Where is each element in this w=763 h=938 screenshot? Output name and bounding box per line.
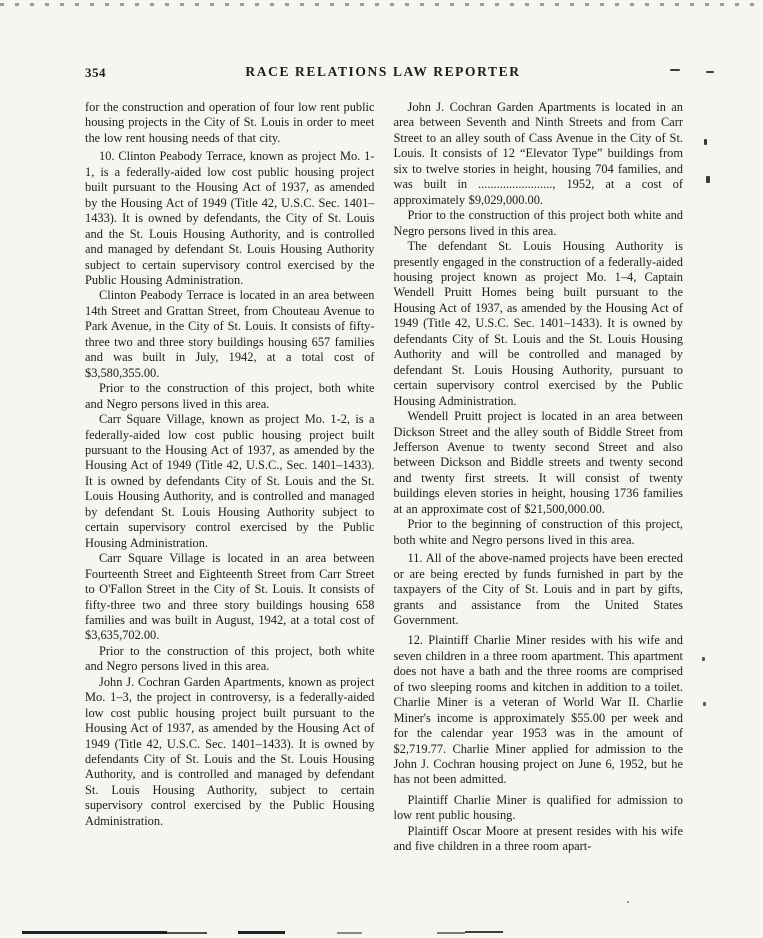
paragraph: Plaintiff Oscar Moore at present resides with his wife and five children in a three room apart- — [393, 823, 683, 854]
scan-speck — [703, 702, 706, 706]
scan-speck — [627, 901, 629, 903]
paragraph: Prior to the construction of this project, both white and Negro persons lived in this area. — [85, 643, 375, 674]
scan-speck — [706, 71, 714, 73]
page-header — [85, 64, 681, 82]
paragraph-finding-10: 10. Clinton Peabody Terrace, known as project Mo. 1-1, is a federally-aided low cost public housing project built pursuant to the Housing Act of 1937, as amended by the Housing Act of 1949 (Title 42, U.S.C. Sec. 1401–1433). It is owned by defendants, the City of St. Louis and the St. Louis Housing Authority, and is controlled and managed by defendant St. Louis Housing Authority subject to certain supervisory control exercised by the Public Housing Administration. — [85, 149, 375, 287]
page-number: 354 — [85, 65, 106, 80]
paragraph: The defendant St. Louis Housing Authority is presently engaged in the construction of a federally-aided housing project known as project Mo. 1–4, Captain Wendell Pruitt Homes being built pursuant to the Housing Act of 1937, as amended by the Housing Act of 1949 (Title 42, U.S.C. Sec. 1401–1433). It is owned by defendants City of St. Louis and the St. Louis Housing Authority and will be controlled and managed by defendant St. Louis Housing Authority, pursuant to certain supervisory control exercised by the Public Housing Administration. — [393, 239, 683, 408]
paragraph: Prior to the construction of this project, both white and Negro persons lived in this area. — [85, 381, 375, 411]
scan-edge-bottom — [465, 931, 503, 933]
paragraph: Plaintiff Charlie Miner is qualified for admission to low rent public housing. — [393, 792, 683, 823]
scan-edge-top — [0, 3, 763, 6]
two-column-body — [85, 100, 683, 855]
scan-edge-bottom — [437, 932, 465, 934]
paragraph-finding-12: 12. Plaintiff Charlie Miner resides with his wife and seven children in a three room apartment. This apartment does not have a bath and the three rooms are comprised of two sleeping rooms and kitchen in addition to a toilet. Charlie Miner is a veteran of World War II. Charlie Miner's income is approximately $55.00 per week and for the calendar year 1953 was in the amount of $2,719.77. Charlie Miner applied for admission to the John J. Cochran housing project on June 6, 1952, but he has not been admitted. — [393, 633, 683, 787]
paragraph: John J. Cochran Garden Apartments is located in an area between Seventh and Ninth Streets and from Carr Street to an alley south of Cass Avenue in the City of St. Louis. It consists of 12 “Elevator Type” buildings from six to twelve stories in height, housing 704 families, and was built in ........................, 1952, at a cost of approximately $9,029,000.00. — [393, 100, 683, 207]
paragraph: Prior to the construction of this project both white and Negro persons lived in this area. — [393, 208, 683, 238]
right-column — [394, 100, 684, 855]
paragraph: Wendell Pruitt project is located in an area between Dickson Street and the alley south of Biddle Street from Jefferson Avenue to twenty second Street and also between Dickson and Biddle streets and twenty second and twenty first streets. It will consist of twenty buildings eleven stories in height, housing 1736 families at an approximate cost of $21,500,000.00. — [393, 409, 683, 516]
scan-edge-bottom — [22, 931, 167, 934]
paragraph-finding-11: 11. All of the above-named projects have been erected or are being erected by funds furnished in part by the taxpayers of the City of St. Louis and in part by gifts, grants and assistance from the United States Government. — [393, 551, 683, 627]
paragraph: Prior to the beginning of construction of this project, both white and Negro persons lived in this area. — [393, 517, 683, 547]
paragraph-continuation: for the construction and operation of four low rent public housing projects in the City of St. Louis in order to meet the low rent housing needs of that city. — [85, 100, 375, 145]
scan-edge-bottom — [238, 931, 285, 934]
scan-edge-bottom — [337, 932, 362, 934]
paragraph: John J. Cochran Garden Apartments, known as project Mo. 1–3, the project in controversy, is a federally-aided low cost public housing project built pursuant to the Housing Act of 1937, as amended by the Housing Act of 1949 (Title 42, U.S.C. Sec. 1401–1433). It is owned by defendants City of St. Louis and the St. Louis Housing Authority, and is controlled and managed by defendant St. Louis Housing Authority, subject to certain supervisory control exercised by the Public Housing Administration. — [85, 674, 375, 828]
scan-speck — [670, 69, 680, 71]
left-column — [85, 100, 375, 855]
page-title: RACE RELATIONS LAW REPORTER — [245, 64, 521, 79]
paragraph: Carr Square Village, known as project Mo. 1-2, is a federally-aided low cost public housing project built pursuant to the Housing Act of 1937, as amended by the Housing Act of 1949 (Title 42, U.S.C., Sec. 1401–1433). It is owned by defendants City of St. Louis and the St. Louis Housing Authority, and is controlled and managed by defendant St. Louis Housing Authority subject to certain supervisory control exercised by the Public Housing Administration. — [85, 412, 375, 550]
scan-speck — [704, 139, 707, 145]
paragraph: Clinton Peabody Terrace is located in an area between 14th Street and Grattan Street, from Chouteau Avenue to Park Avenue, in the City of St. Louis. It consists of fifty-three two and three story buildings housing 657 families and was built in July, 1942, at a total cost of $3,580,355.00. — [85, 288, 375, 380]
paragraph: Carr Square Village is located in an area between Fourteenth Street and Eighteenth Street from Carr Street to O'Fallon Street in the City of St. Louis. It consists of fifty-three two and three story buildings housing 658 families and was built in August, 1942, at a total cost of $3,635,702.00. — [85, 551, 375, 643]
scan-edge-bottom — [167, 932, 207, 934]
scan-speck — [702, 657, 705, 661]
scan-speck — [706, 176, 710, 183]
